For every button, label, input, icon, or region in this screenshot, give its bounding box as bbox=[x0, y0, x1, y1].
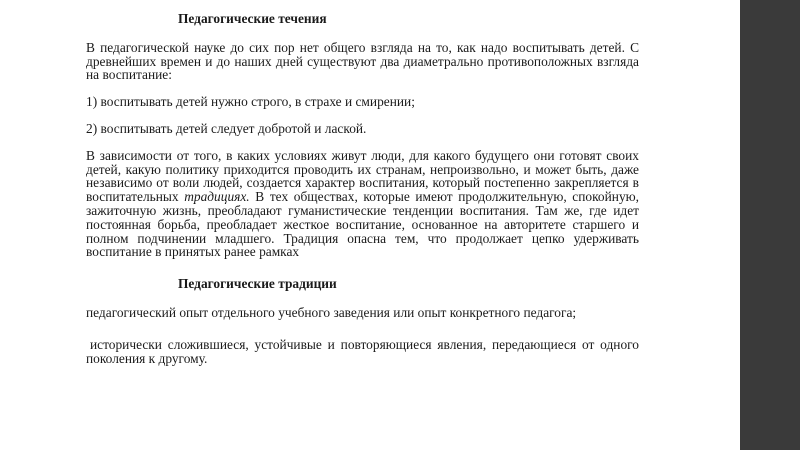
definition-1: педагогический опыт отдельного учебного заведения или опыт конкретного педагога; bbox=[86, 304, 577, 320]
body-text-before-emphasis: В зависимости от того, в каких условиях живут люди, для какого будущего они готовят своих детей, какую политику приходится проводить их странам, непроизвольно, и может быть, даже независимо от воли людей, создается характер воспитания, который постепенно закрепляется в воспитательных bbox=[86, 147, 639, 205]
definition-2: исторически сложившиеся, устойчивые и повторяющиеся явления, передающиеся от одного поколения к другому. bbox=[86, 336, 639, 366]
emphasis-traditions: традициях. bbox=[184, 189, 250, 205]
list-item-kindness: 2) воспитывать детей следует добротой и лаской. bbox=[86, 120, 367, 136]
section-title-pedagogical-currents: Педагогические течения bbox=[178, 11, 327, 26]
body-text-after-emphasis: В тех обществах, которые имеют продолжительную, спокойную, зажиточную жизнь, преобладают гуманистические тенденции воспитания. Там же, где идет постоянная борьба, преобладает жесткое воспитание, основанное на авторитете старшего и полном подчинении младшего. Традиция опасна тем, что продолжает цепко удерживать воспитание в принятых ранее рамках bbox=[86, 189, 639, 260]
body-paragraph bbox=[86, 149, 639, 259]
slide-content bbox=[86, 12, 639, 378]
right-sidebar-bar bbox=[740, 0, 800, 450]
intro-paragraph: В педагогической науке до сих пор нет общего взгляда на то, как надо воспитывать детей. С древнейших времен и до наших дней существуют два диаметрально противоположных взгляда на воспитание: bbox=[86, 39, 639, 83]
list-item-strict: 1) воспитывать детей нужно строго, в страхе и смирении; bbox=[86, 94, 415, 110]
section-title-pedagogical-traditions: Педагогические традиции bbox=[178, 276, 337, 292]
